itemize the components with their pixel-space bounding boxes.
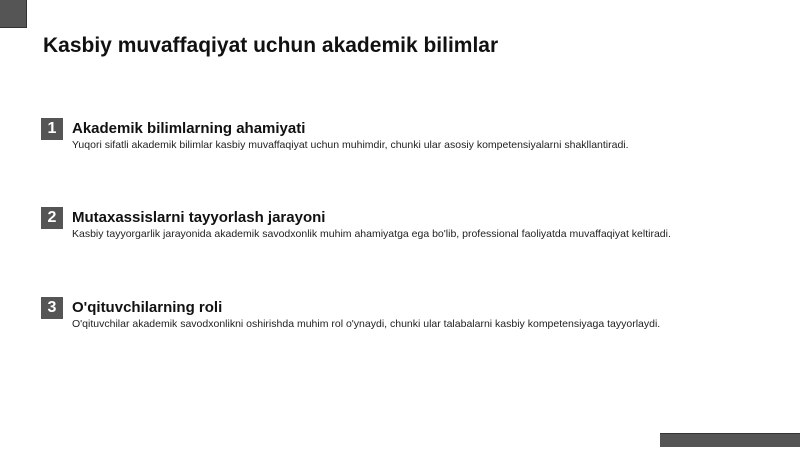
number-badge-2: 2: [41, 207, 63, 229]
bottom-decoration-bar: [660, 433, 800, 447]
item-heading-3: O'qituvchilarning roli: [72, 299, 223, 316]
item-description-3: O'qituvchilar akademik savodxonlikni oshirishda muhim rol o'ynaydi, chunki ular talabalarni kasbiy kompetensiyaga tayyorlaydi.: [72, 318, 661, 330]
number-badge-3: 3: [41, 297, 63, 319]
item-heading-1: Akademik bilimlarning ahamiyati: [72, 120, 306, 137]
item-description-2: Kasbiy tayyorgarlik jarayonida akademik savodxonlik muhim ahamiyatga ega bo'lib, professional faoliyatda muvaffaqiyat keltiradi.: [72, 228, 671, 240]
list-item-3: [41, 297, 761, 337]
list-item-2: [41, 207, 761, 247]
list-item-1: [41, 118, 761, 158]
number-badge-1: 1: [41, 118, 63, 140]
corner-decoration: [0, 0, 27, 28]
item-heading-2: Mutaxassislarni tayyorlash jarayoni: [72, 209, 326, 226]
item-description-1: Yuqori sifatli akademik bilimlar kasbiy muvaffaqiyat uchun muhimdir, chunki ular asosiy kompetensiyalarni shakllantiradi.: [72, 139, 629, 151]
slide-title: Kasbiy muvaffaqiyat uchun akademik bilimlar: [43, 34, 499, 57]
